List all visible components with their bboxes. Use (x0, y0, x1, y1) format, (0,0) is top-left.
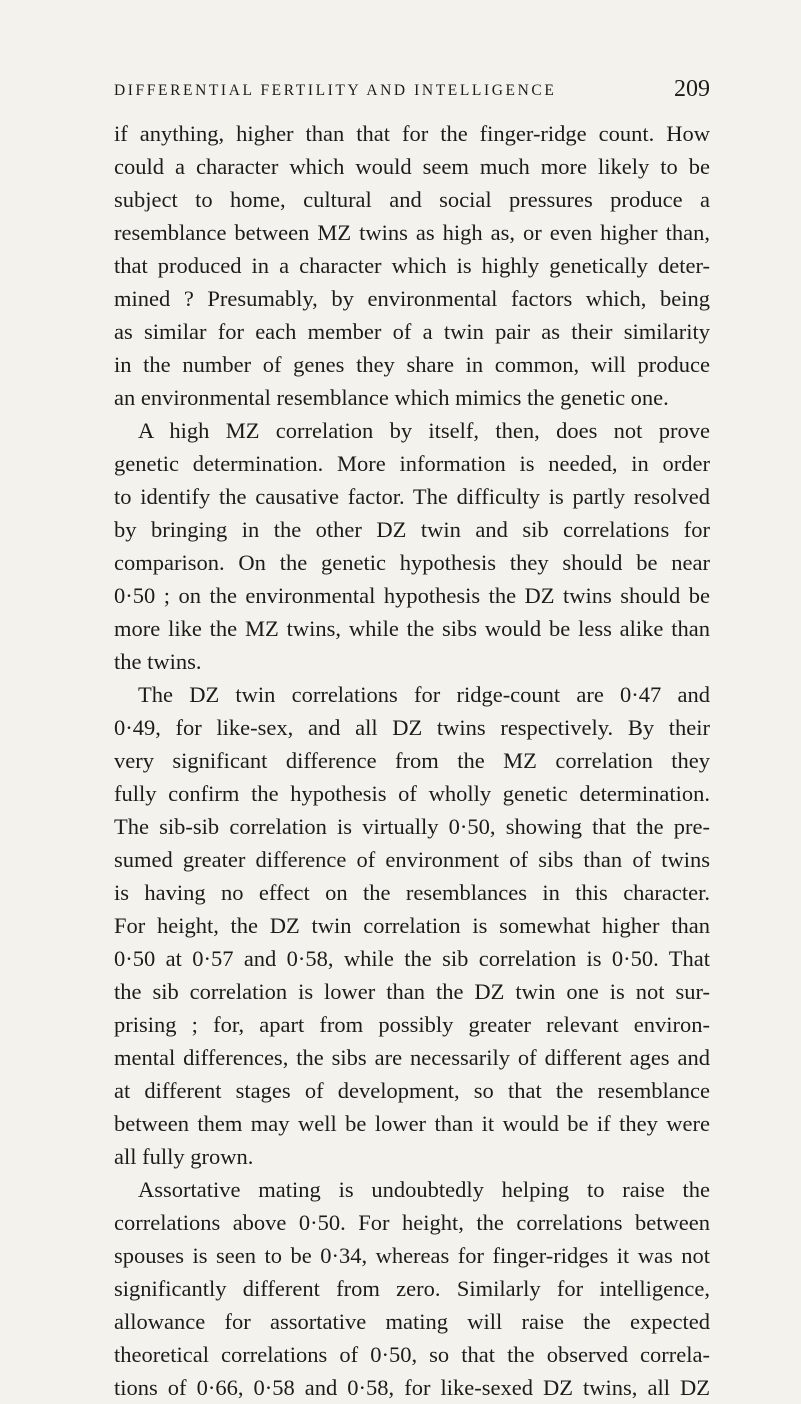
text-line: spouses is seen to be 0·34, whereas for finger-ridges it was not (114, 1243, 710, 1268)
text-line: genetic determination. More information is needed, in order (114, 451, 710, 476)
text-line: at different stages of development, so that the resemblance (114, 1078, 710, 1103)
text-line: correlations above 0·50. For height, the correlations between (114, 1210, 710, 1235)
running-title: DIFFERENTIAL FERTILITY AND INTELLIGENCE (114, 82, 557, 99)
text-line: sumed greater difference of environment of sibs than of twins (114, 847, 710, 872)
text-line: could a character which would seem much more likely to be (114, 154, 710, 179)
text-line: more like the MZ twins, while the sibs would be less alike than (114, 616, 710, 641)
text-line: resemblance between MZ twins as high as, or even higher than, (114, 220, 710, 245)
text-line: that produced in a character which is highly genetically deter- (114, 253, 710, 278)
text-line: Assortative mating is undoubtedly helping to raise the (138, 1177, 710, 1202)
text-line: The sib-sib correlation is virtually 0·50, showing that the pre- (114, 814, 710, 839)
text-line: very significant difference from the MZ correlation they (114, 748, 710, 773)
text-line: all fully grown. (114, 1144, 254, 1169)
page-number: 209 (674, 76, 710, 102)
text-line: an environmental resemblance which mimics the genetic one. (114, 385, 669, 410)
text-line: A high MZ correlation by itself, then, does not prove (138, 418, 710, 443)
text-line: comparison. On the genetic hypothesis they should be near (114, 550, 710, 575)
text-line: fully confirm the hypothesis of wholly genetic determination. (114, 781, 710, 806)
text-line: mined ? Presumably, by environmental factors which, being (114, 286, 710, 311)
text-line: significantly different from zero. Similarly for intelligence, (114, 1276, 710, 1301)
text-line: mental differences, the sibs are necessarily of different ages and (114, 1045, 710, 1070)
text-line: the sib correlation is lower than the DZ twin one is not sur- (114, 979, 710, 1004)
text-line: 0·50 ; on the environmental hypothesis the DZ twins should be (114, 583, 710, 608)
text-line: by bringing in the other DZ twin and sib correlations for (114, 517, 710, 542)
text-line: as similar for each member of a twin pair as their similarity (114, 319, 710, 344)
text-line: The DZ twin correlations for ridge-count are 0·47 and (138, 682, 710, 707)
text-line: prising ; for, apart from possibly greater relevant environ- (114, 1012, 710, 1037)
text-line: if anything, higher than that for the finger-ridge count. How (114, 121, 710, 146)
text-line: theoretical correlations of 0·50, so that the observed correla- (114, 1342, 710, 1367)
text-line: to identify the causative factor. The difficulty is partly resolved (114, 484, 710, 509)
text-line: 0·49, for like-sex, and all DZ twins respectively. By their (114, 715, 710, 740)
text-line: tions of 0·66, 0·58 and 0·58, for like-sexed DZ twins, all DZ (114, 1375, 710, 1400)
text-line: the twins. (114, 649, 202, 674)
body-text (114, 117, 710, 1404)
text-line: subject to home, cultural and social pressures produce a (114, 187, 710, 212)
text-line: 0·50 at 0·57 and 0·58, while the sib correlation is 0·50. That (114, 946, 710, 971)
text-line: between them may well be lower than it would be if they were (114, 1111, 710, 1136)
running-head (114, 76, 710, 106)
text-line: in the number of genes they share in common, will produce (114, 352, 710, 377)
text-line: For height, the DZ twin correlation is somewhat higher than (114, 913, 710, 938)
text-line: is having no effect on the resemblances in this character. (114, 880, 710, 905)
text-line: allowance for assortative mating will raise the expected (114, 1309, 710, 1334)
